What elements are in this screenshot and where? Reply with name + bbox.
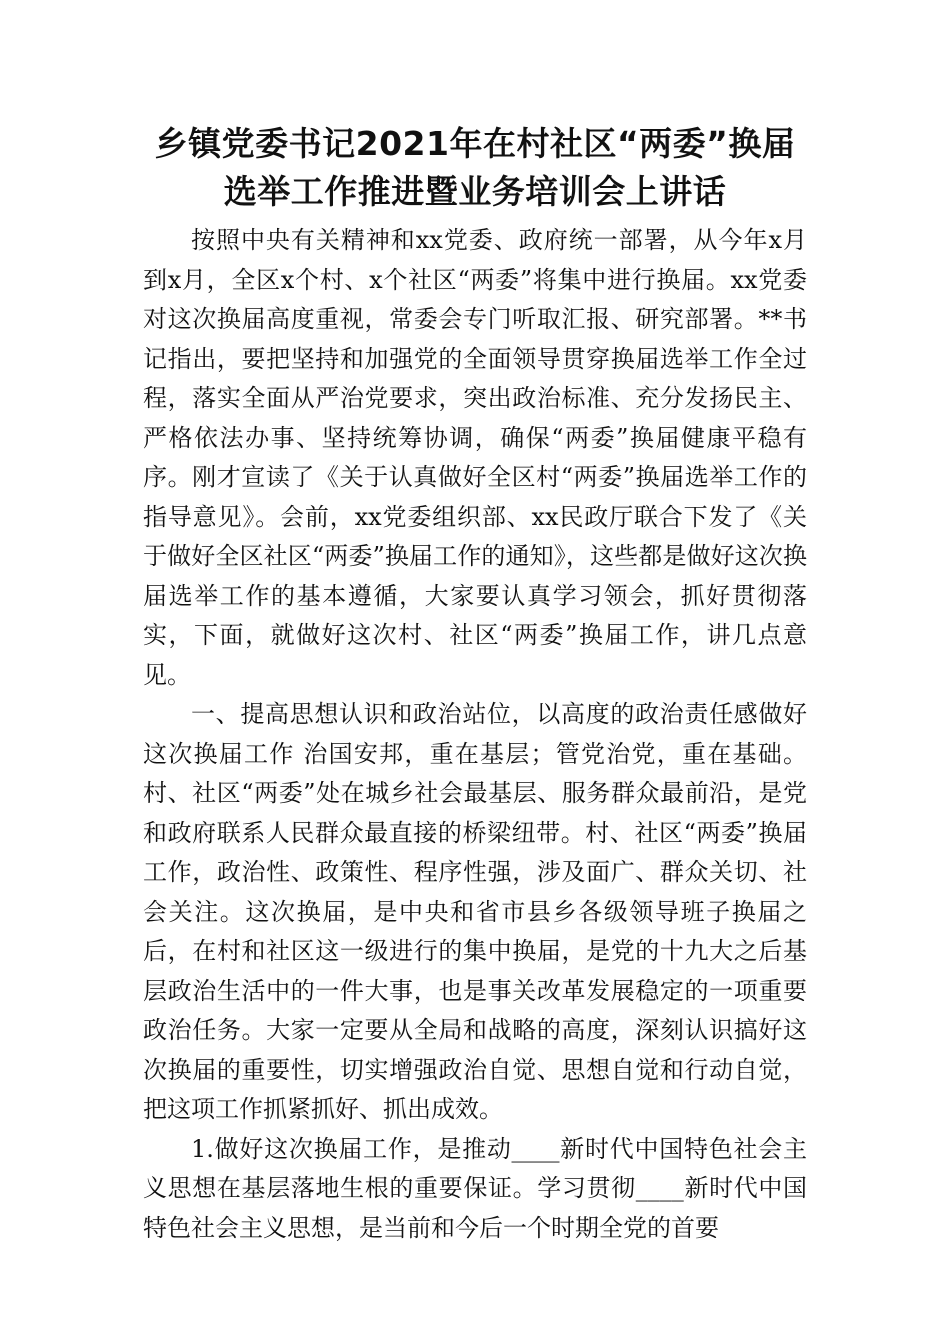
paragraph-section-one: 一、提高思想认识和政治站位，以高度的政治责任感做好这次换届工作 治国安邦，重在基层；管党治党，重在基础。村、社区“两委”处在城乡社会最基层、服务群众最前沿，是党和政府联系人民群众最直接的桥梁纽带。村、社区“两委”换届工作，政治性、政策性、程序性强，涉及面广、群众关切、社会关注。这次换届，是中央和省市县乡各级领导班子换届之后，在村和社区这一级进行的集中换届，是党的十九大之后基层政治生活中的一件大事，也是事关改革发展稳定的一项重要政治任务。大家一定要从全局和战略的高度，深刻认识搞好这次换届的重要性，切实增强政治自觉、思想自觉和行动自觉，把这项工作抓紧抓好、抓出成效。	[143, 700, 807, 1123]
document-title-line-2: 选举工作推进暨业务培训会上讲话	[223, 172, 727, 211]
paragraph-intro: 按照中央有关精神和xx党委、政府统一部署，从今年x月到x月，全区x个村、x个社区“两委”将集中进行换届。xx党委对这次换届高度重视，常委会专门听取汇报、研究部署。**书记指出，要把坚持和加强党的全面领导贯穿换届选举工作全过程，落实全面从严治党要求，突出政治标准、充分发扬民主、严格依法办事、坚持统筹协调，确保“两委”换届健康平稳有序。刚才宣读了《关于认真做好全区村“两委”换届选举工作的指导意见》。会前，xx党委组织部、xx民政厅联合下发了《关于做好全区社区“两委”换届工作的通知》，这些都是做好这次换届选举工作的基本遵循，大家要认真学习领会，抓好贯彻落实，下面，就做好这次村、社区“两委”换届工作，讲几点意见。	[143, 226, 807, 689]
document-body	[143, 221, 807, 1248]
document-title-line-1: 乡镇党委书记2021年在村社区“两委”换届	[154, 124, 796, 163]
paragraph-point-one: 1.做好这次换届工作，是推动____新时代中国特色社会主义思想在基层落地生根的重要保证。学习贯彻____新时代中国特色社会主义思想，是当前和今后一个时期全党的首要	[143, 1134, 807, 1242]
